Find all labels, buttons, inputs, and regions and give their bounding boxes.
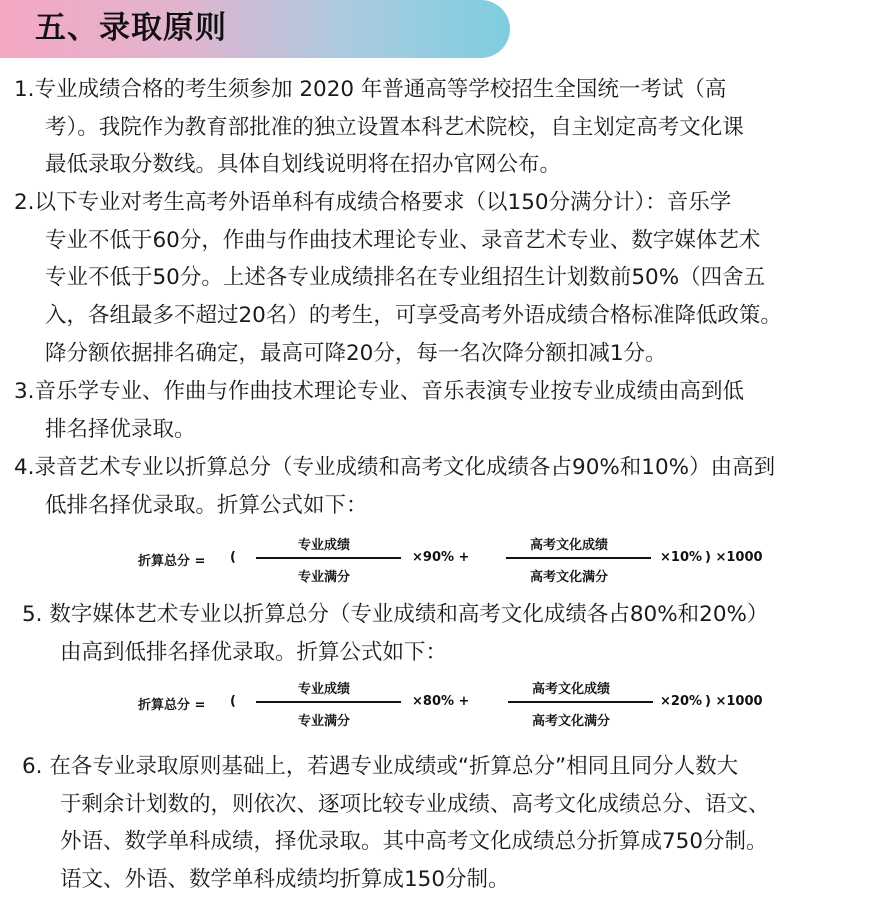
formula-1-fraction-bar-2 [506,557,651,559]
rule-1-line-3: 最低录取分数线。具体自划线说明将在招办官网公布。 [45,152,562,178]
formula-2-weight-2: ×20% [660,694,703,709]
formula-1-weight-2: ×10% [660,550,703,565]
rule-item-1 [14,71,744,184]
formula-1-numerator-2: 高考文化成绩 [530,538,609,553]
formula-1-fraction-bar-1 [256,557,401,559]
formula-2-numerator-2: 高考文化成绩 [532,682,611,697]
rule-5-line-1: 5. 数字媒体艺术专业以折算总分（专业成绩和高考文化成绩各占80%和20%） [22,602,769,627]
rule-item-5 [22,596,768,671]
rule-2-line-2: 专业不低于60分，作曲与作曲技术理论专业、录音艺术专业、数字媒体艺术 [45,227,761,253]
section-title: 五、录取原则 [35,10,227,46]
rule-6-line-2: 于剩余计划数的，则依次、逐项比较专业成绩、高考文化成绩总分、语文、 [60,791,770,817]
rule-6-line-3: 外语、数学单科成绩，择优录取。其中高考文化成绩总分折算成750分制。 [60,829,768,855]
rule-item-2 [14,184,782,373]
rule-4-line-1: 4.录音艺术专业以折算总分（专业成绩和高考文化成绩各占90%和10%）由高到 [14,455,776,480]
formula-1-close: ) ×1000 [705,550,763,565]
rule-2-line-4: 入，各组最多不超过20名）的考生，可享受高考外语成绩合格标准降低政策。 [45,303,782,329]
rule-1-line-1: 1.专业成绩合格的考生须参加 2020 年普通高等学校招生全国统一考试（高 [14,77,727,102]
formula-2-weight-1: ×80% + [412,694,470,709]
rule-6-line-4: 语文、外语、数学单科成绩均折算成150分制。 [60,867,510,893]
rule-3-line-1: 3.音乐学专业、作曲与作曲技术理论专业、音乐表演专业按专业成绩由高到低 [14,379,745,404]
formula-1-open-paren: ( [230,550,236,565]
rule-6-line-1: 6. 在各专业录取原则基础上，若遇专业成绩或“折算总分”相同且同分人数大 [22,754,739,779]
formula-2-fraction-bar-1 [256,701,401,703]
formula-1-weight-1: ×90% + [412,550,470,565]
rule-5-line-2: 由高到低排名择优录取。折算公式如下： [60,639,448,665]
formula-2 [138,674,778,734]
rule-3-line-2: 排名择优录取。 [45,416,196,442]
rule-4-line-2: 低排名择优录取。折算公式如下： [45,492,368,518]
formula-2-open-paren: ( [230,694,236,709]
rule-2-line-3: 专业不低于50分。上述各专业成绩排名在专业组招生计划数前50%（四舍五 [45,265,766,291]
formula-1-label: 折算总分 = [138,554,206,569]
rule-item-6 [22,748,770,899]
rule-item-3 [14,373,744,448]
rule-item-4 [14,449,775,524]
formula-2-numerator-1: 专业成绩 [298,682,351,697]
formula-2-denominator-2: 高考文化满分 [532,714,611,729]
rule-2-line-1: 2.以下专业对考生高考外语单科有成绩合格要求（以150分满分计）：音乐学 [14,190,732,215]
formula-2-close: ) ×1000 [705,694,763,709]
formula-1 [138,530,778,590]
rule-2-line-5: 降分额依据排名确定，最高可降20分，每一名次降分额扣减1分。 [45,340,667,366]
formula-1-denominator-2: 高考文化满分 [530,570,609,585]
formula-1-denominator-1: 专业满分 [298,570,351,585]
rule-1-line-2: 考）。我院作为教育部批准的独立设置本科艺术院校，自主划定高考文化课 [45,114,744,140]
formula-2-label: 折算总分 = [138,698,206,713]
formula-2-fraction-bar-2 [508,701,653,703]
formula-2-denominator-1: 专业满分 [298,714,351,729]
formula-1-numerator-1: 专业成绩 [298,538,351,553]
